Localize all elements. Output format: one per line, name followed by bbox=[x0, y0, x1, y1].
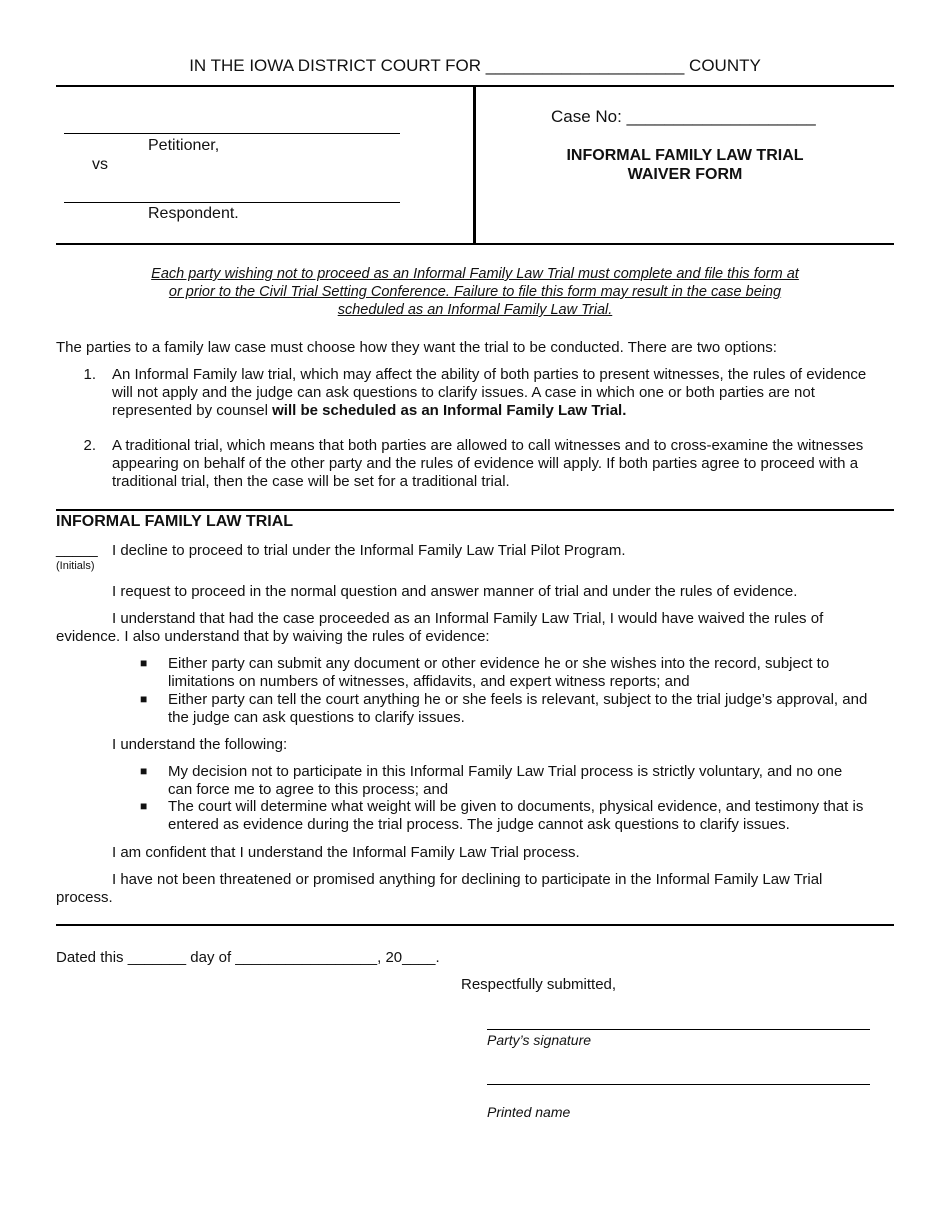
section-heading: INFORMAL FAMILY LAW TRIAL bbox=[56, 513, 294, 530]
option-2-line1: A traditional trial, which means that both parties are allowed to call witnesses and to cross-examine the witnesses bbox=[112, 437, 864, 454]
bullet-b2-line2: entered as evidence during the trial process. The judge cannot ask questions to clarify issues. bbox=[168, 816, 790, 833]
bullet-a2 bbox=[168, 691, 898, 727]
bullet-marker: ■ bbox=[140, 799, 148, 813]
filing-notice-line2: or prior to the Civil Trial Setting Conference. Failure to file this form may result in the case being bbox=[168, 284, 782, 300]
option-2-number: 2. bbox=[83, 437, 96, 454]
decline-statement: I decline to proceed to trial under the Informal Family Law Trial Pilot Program. bbox=[112, 542, 626, 559]
bullet-marker: ■ bbox=[140, 692, 148, 706]
option-1-line2: will not apply and the judge can ask questions to clarify issues. A case in which one or both parties are not bbox=[112, 384, 815, 401]
bullet-b2 bbox=[168, 798, 898, 834]
party-signature-line[interactable] bbox=[487, 1029, 870, 1030]
dated-field[interactable]: Dated this _______ day of _________________, 20____. bbox=[56, 949, 440, 966]
option-2-text bbox=[112, 437, 900, 491]
bullet-a2-line2: the judge can ask questions to clarify issues. bbox=[168, 709, 465, 726]
option-1-number: 1. bbox=[83, 366, 96, 383]
bullet-a1-line1: Either party can submit any document or other evidence he or she wishes into the record, subject to bbox=[168, 655, 830, 672]
request-statement: I request to proceed in the normal question and answer manner of trial and under the rules of evidence. bbox=[112, 583, 798, 600]
filing-notice-line3: scheduled as an Informal Family Law Trial. bbox=[337, 302, 613, 318]
bullet-b2-line1: The court will determine what weight will be given to documents, physical evidence, and testimony that is bbox=[168, 798, 864, 815]
threatened-line1: I have not been threatened or promised anything for declining to participate in the Informal Family Law Trial bbox=[112, 871, 823, 888]
respondent-name-line[interactable] bbox=[64, 202, 400, 203]
bullet-a1-line2: limitations on numbers of witnesses, affidavits, and expert witness reports; and bbox=[168, 673, 690, 690]
understand-line1: I understand that had the case proceeded as an Informal Family Law Trial, I would have waived the rules of bbox=[112, 610, 824, 627]
vs-label: vs bbox=[92, 156, 108, 173]
respectfully-submitted: Respectfully submitted, bbox=[461, 976, 617, 993]
understand-following: I understand the following: bbox=[112, 736, 288, 753]
printed-name-line[interactable] bbox=[487, 1084, 870, 1085]
option-1-line3-plain: represented by counsel bbox=[112, 402, 273, 419]
bullet-a1 bbox=[168, 655, 898, 691]
filing-notice-line1: Each party wishing not to proceed as an Informal Family Law Trial must complete and file this form at bbox=[151, 266, 799, 282]
bullet-b1-line1: My decision not to participate in this Informal Family Law Trial process is strictly voluntary, and no one bbox=[168, 763, 843, 780]
section-top-rule bbox=[56, 509, 894, 511]
option-1-line3-bold: will be scheduled as an Informal Family Law Trial. bbox=[272, 402, 627, 419]
bullet-b1 bbox=[168, 763, 898, 799]
threatened-line2: process. bbox=[56, 889, 113, 906]
option-1-line1: An Informal Family law trial, which may affect the ability of both parties to present witnesses, the rules of evidence bbox=[112, 366, 867, 383]
initials-label: (Initials) bbox=[56, 560, 95, 572]
option-2-line2: appearing on behalf of the other party and the rules of evidence will apply. If both parties agree to proceed with a bbox=[112, 455, 859, 472]
form-title-line2: WAIVER FORM bbox=[627, 166, 743, 183]
petitioner-label: Petitioner, bbox=[148, 137, 220, 154]
option-1-line3 bbox=[112, 402, 900, 420]
option-2-line3: traditional trial, then the case will be set for a traditional trial. bbox=[112, 473, 510, 490]
caption-bottom-rule bbox=[56, 243, 894, 245]
party-signature-label: Party’s signature bbox=[487, 1032, 592, 1048]
option-1-text bbox=[112, 366, 900, 420]
printed-name-label: Printed name bbox=[487, 1104, 571, 1120]
filing-notice bbox=[120, 265, 830, 319]
petitioner-name-line[interactable] bbox=[64, 133, 400, 134]
bullet-marker: ■ bbox=[140, 656, 148, 670]
respondent-label: Respondent. bbox=[148, 205, 239, 222]
bullet-marker: ■ bbox=[140, 764, 148, 778]
intro-text: The parties to a family law case must choose how they want the trial to be conducted. There are two options: bbox=[56, 339, 777, 356]
case-number-field[interactable]: Case No: ____________________ bbox=[551, 107, 816, 126]
section-bottom-rule bbox=[56, 924, 894, 926]
court-title: IN THE IOWA DISTRICT COURT FOR _____________________ COUNTY bbox=[189, 56, 761, 75]
form-title-line1: INFORMAL FAMILY LAW TRIAL bbox=[566, 147, 804, 164]
understand-line2: evidence. I also understand that by waiving the rules of evidence: bbox=[56, 628, 490, 645]
initials-blank[interactable]: _____ bbox=[56, 541, 98, 558]
caption-divider bbox=[473, 86, 476, 245]
bullet-a2-line1: Either party can tell the court anything he or she feels is relevant, subject to the trial judge’s approval, and bbox=[168, 691, 868, 708]
bullet-b1-line2: can force me to agree to this process; and bbox=[168, 781, 449, 798]
confident-statement: I am confident that I understand the Informal Family Law Trial process. bbox=[112, 844, 580, 861]
